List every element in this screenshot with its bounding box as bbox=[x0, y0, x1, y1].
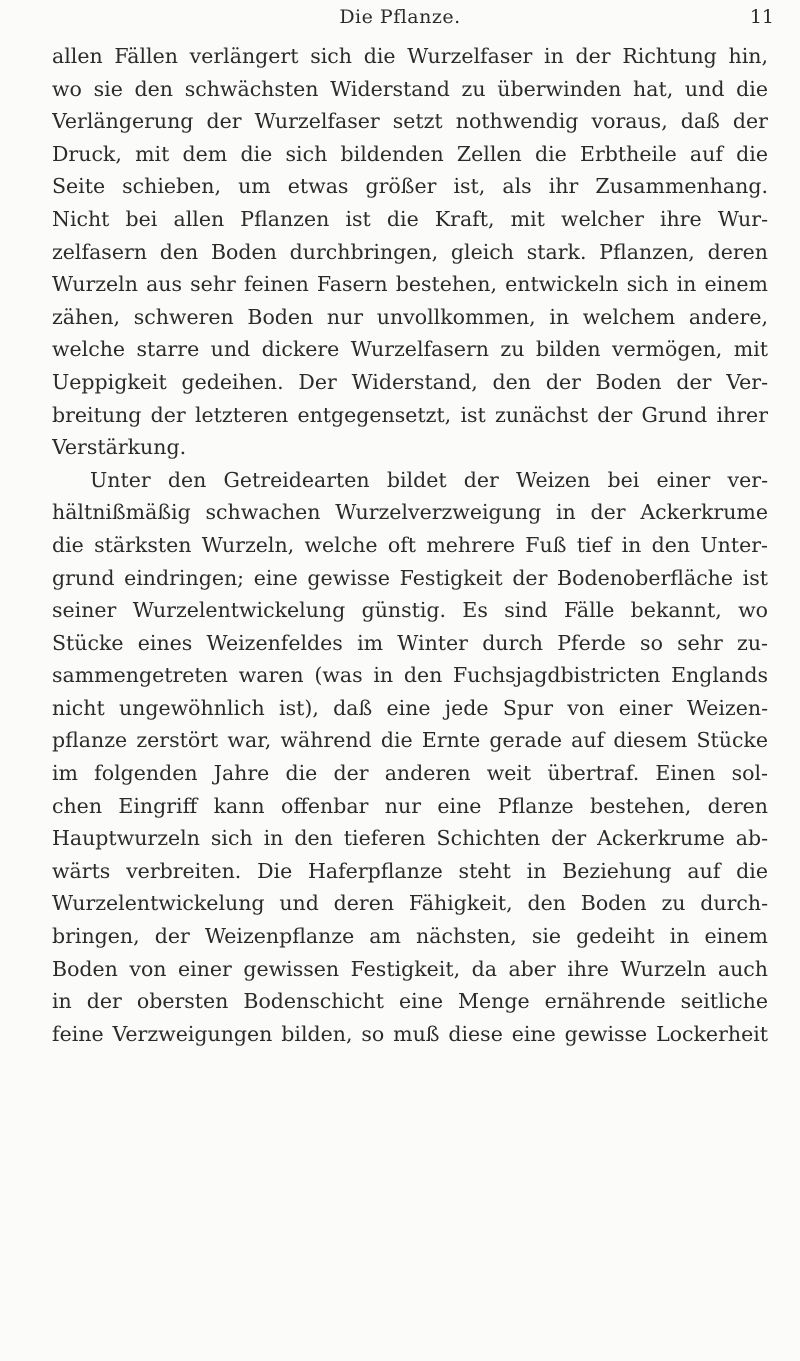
text-line: pflanze zerstört war, während die Ernte gerade auf diesem Stücke bbox=[52, 728, 768, 753]
text-line: seiner Wurzelentwickelung günstig. Es sind Fälle bekannt, wo bbox=[52, 598, 768, 623]
paragraph-1 bbox=[52, 40, 768, 464]
text-line: Nicht bei allen Pflanzen ist die Kraft, mit welcher ihre Wur- bbox=[52, 206, 768, 231]
text-line: die stärksten Wurzeln, welche oft mehrere Fuß tief in den Unter- bbox=[52, 532, 768, 557]
text-line: wärts verbreiten. Die Haferpflanze steht in Beziehung auf die bbox=[52, 858, 768, 883]
text-line: Seite schieben, um etwas größer ist, als ihr Zusammenhang. bbox=[52, 174, 768, 199]
text-line: Verstärkung. bbox=[52, 435, 187, 460]
text-line: Wurzelentwickelung und deren Fähigkeit, den Boden zu durch- bbox=[52, 891, 768, 916]
text-line: Druck, mit dem die sich bildenden Zellen die Erbtheile auf die bbox=[52, 141, 768, 166]
paragraph-2 bbox=[52, 464, 768, 1051]
page-number: 11 bbox=[749, 6, 774, 28]
text-line: chen Eingriff kann offenbar nur eine Pflanze bestehen, deren bbox=[52, 793, 768, 818]
text-line: feine Verzweigungen bilden, so muß diese eine gewisse Lockerheit bbox=[52, 1021, 768, 1046]
text-line: wo sie den schwächsten Widerstand zu überwinden hat, und die bbox=[52, 76, 768, 101]
text-line: allen Fällen verlängert sich die Wurzelfaser in der Richtung hin, bbox=[52, 44, 768, 68]
text-line: Ueppigkeit gedeihen. Der Widerstand, den der Boden der Ver- bbox=[52, 369, 768, 394]
text-line: grund eindringen; eine gewisse Festigkeit der Bodenoberfläche ist bbox=[52, 565, 768, 590]
body-text bbox=[52, 40, 768, 1050]
text-line: sammengetreten waren (was in den Fuchsjagdbistricten Englands bbox=[52, 663, 768, 688]
text-line: zähen, schweren Boden nur unvollkommen, in welchem andere, bbox=[52, 304, 768, 329]
text-line: Hauptwurzeln sich in den tieferen Schichten der Ackerkrume ab- bbox=[52, 826, 768, 851]
text-line: Verlängerung der Wurzelfaser setzt nothwendig voraus, daß der bbox=[52, 109, 768, 134]
text-line: Wurzeln aus sehr feinen Fasern bestehen, entwickeln sich in einem bbox=[52, 272, 768, 297]
text-line: welche starre und dickere Wurzelfasern zu bilden vermögen, mit bbox=[52, 337, 768, 362]
running-head: Die Pflanze. bbox=[339, 6, 461, 28]
text-line: in der obersten Bodenschicht eine Menge ernährende seitliche bbox=[52, 989, 768, 1014]
text-line: breitung der letzteren entgegensetzt, ist zunächst der Grund ihrer bbox=[52, 402, 768, 427]
text-line: Unter den Getreidearten bildet der Weizen bei einer ver- bbox=[90, 467, 768, 492]
text-line: Boden von einer gewissen Festigkeit, da aber ihre Wurzeln auch bbox=[52, 956, 768, 981]
text-line: im folgenden Jahre die der anderen weit übertraf. Einen sol- bbox=[52, 761, 768, 786]
text-line: nicht ungewöhnlich ist), daß eine jede Spur von einer Weizen- bbox=[52, 695, 768, 720]
text-line: zelfasern den Boden durchbringen, gleich stark. Pflanzen, deren bbox=[52, 239, 768, 264]
text-line: Stücke eines Weizenfeldes im Winter durch Pferde so sehr zu- bbox=[52, 630, 768, 655]
text-line: hältnißmäßig schwachen Wurzelverzweigung in der Ackerkrume bbox=[52, 500, 768, 525]
text-line: bringen, der Weizenpflanze am nächsten, sie gedeiht in einem bbox=[52, 924, 768, 949]
